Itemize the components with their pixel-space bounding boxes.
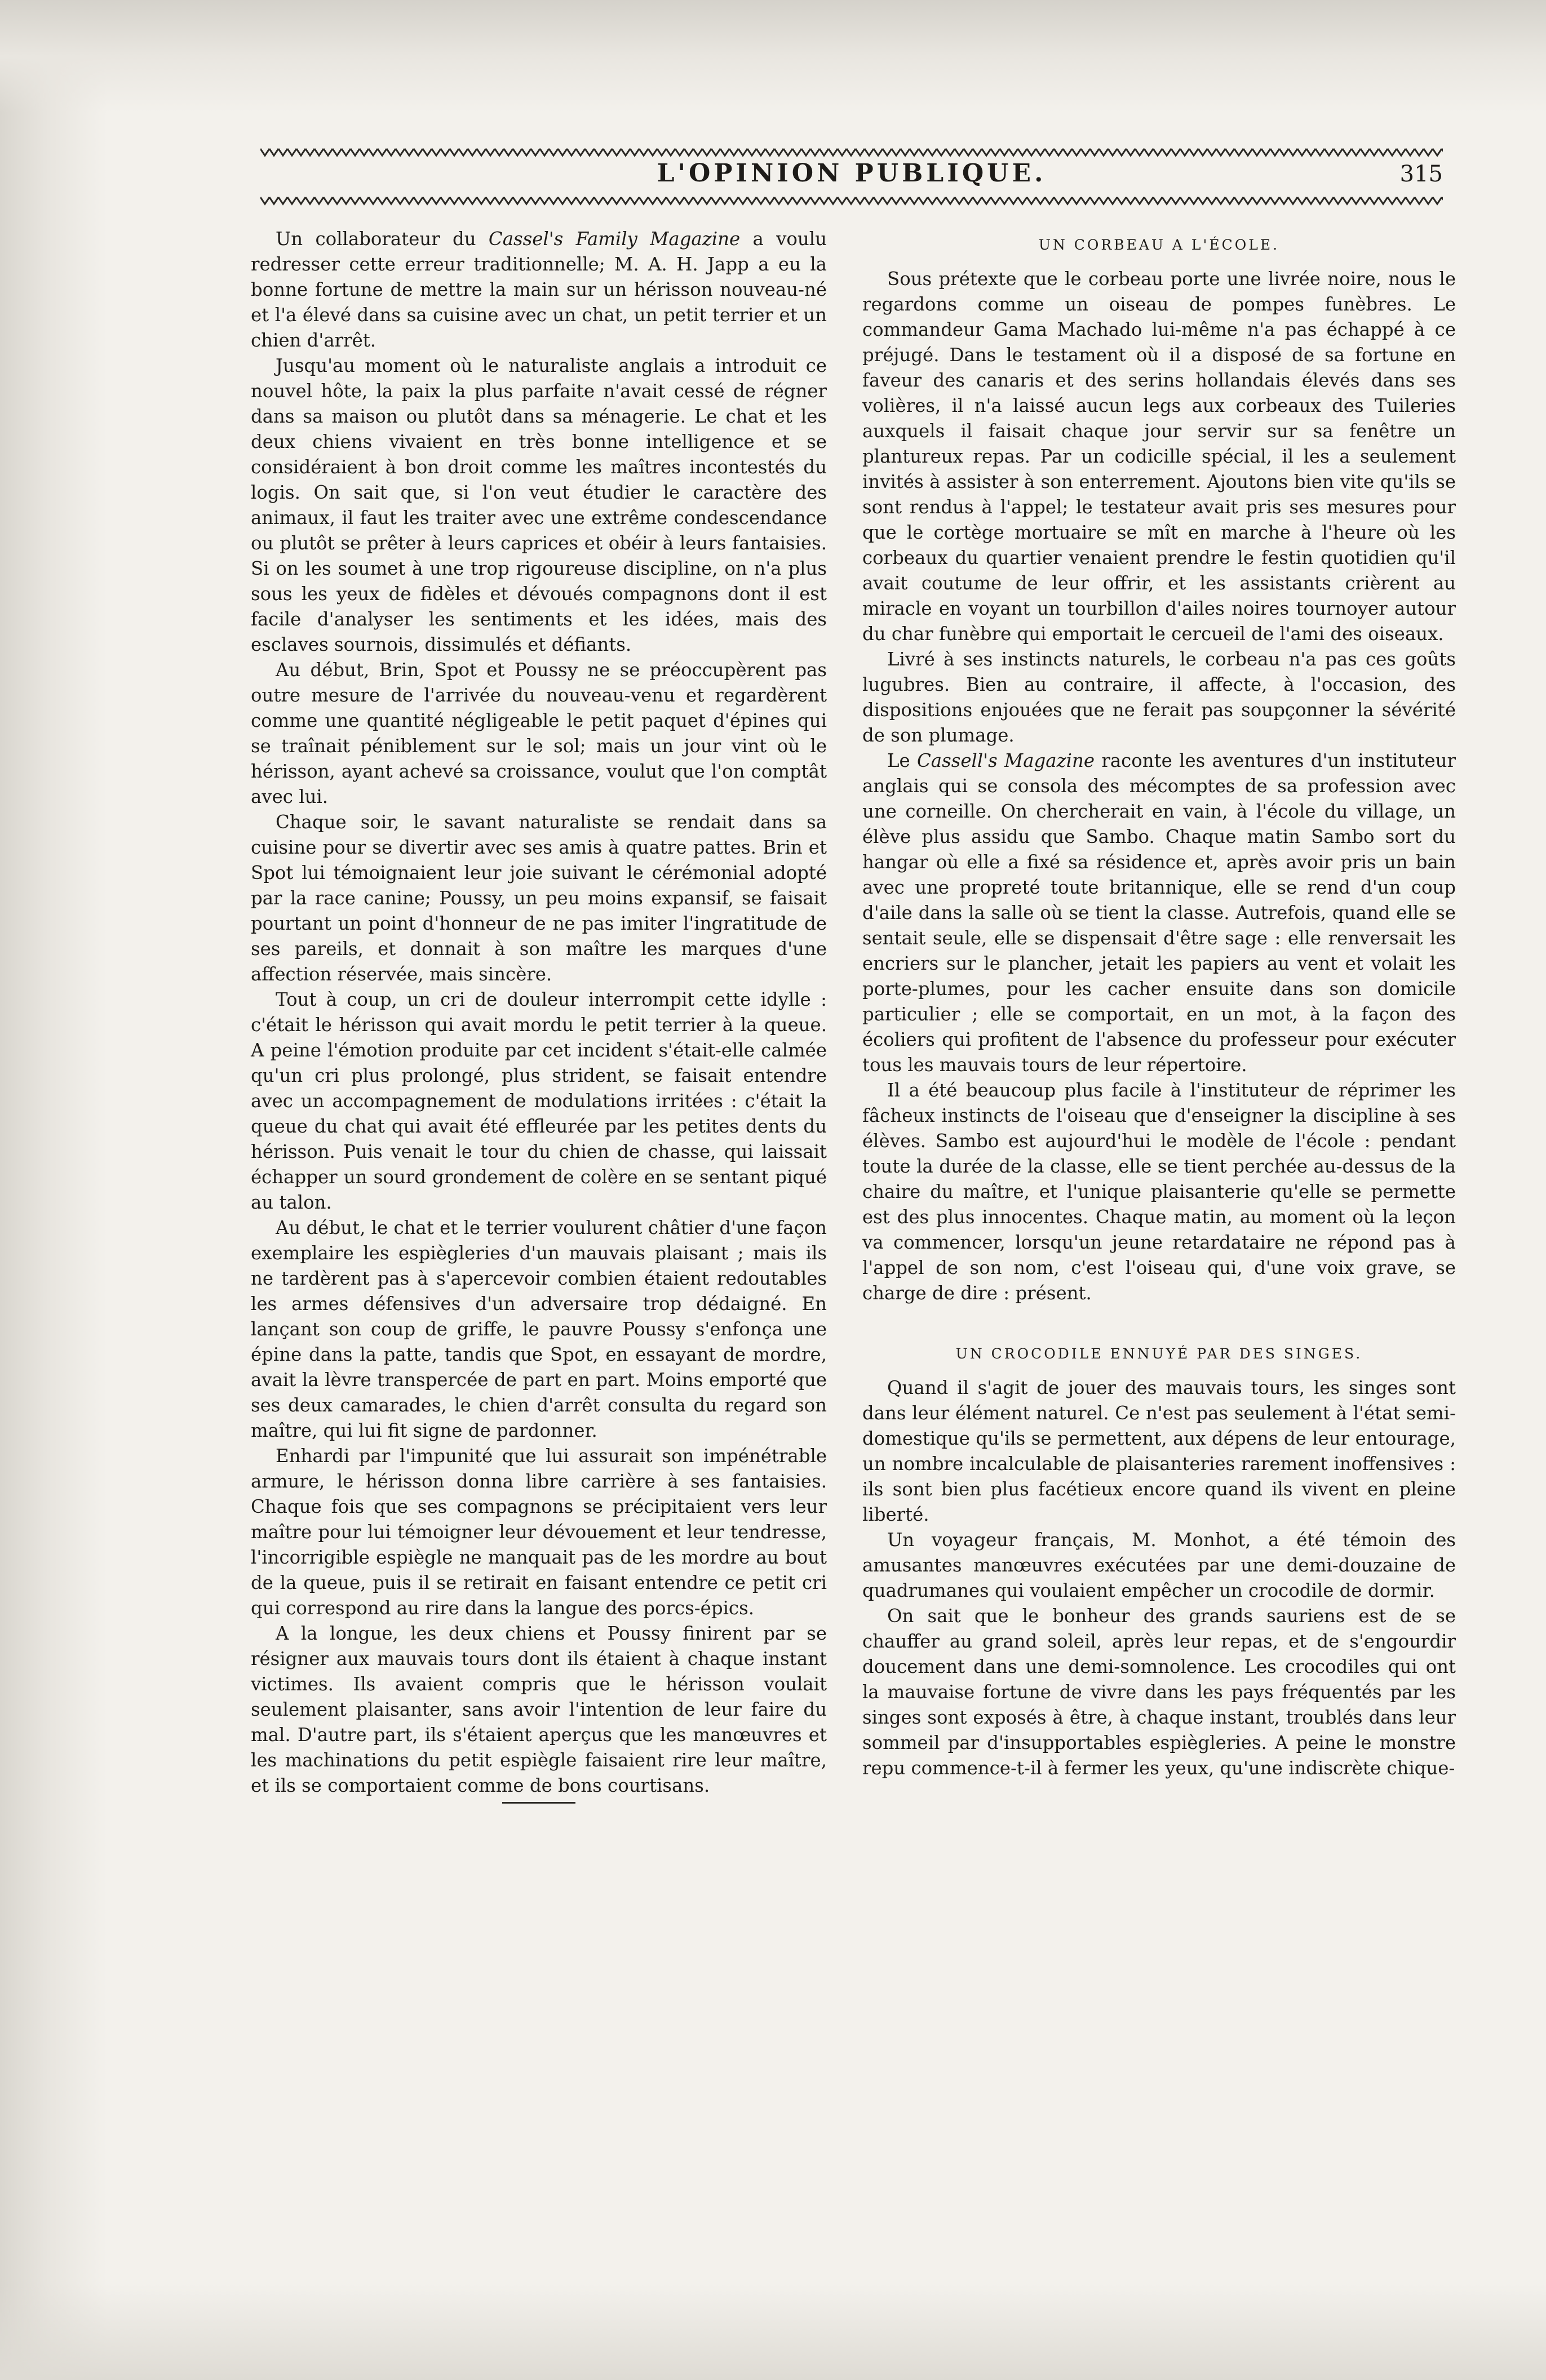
end-of-article-rule bbox=[502, 1802, 575, 1804]
section-heading-corbeau: UN CORBEAU A L'ÉCOLE. bbox=[1038, 237, 1280, 253]
magazine-title: Cassell's Magazine bbox=[917, 750, 1095, 771]
paragraph: On sait que le bonheur des grands sauriens est de se chauffer au grand soleil, après leur repas, et de s'engourdir doucement dans une demi-somnolence. Les crocodiles qui ont la mauvaise fortune de vivre dans les pays fréquentés par les singes sont exposés à être, à chaque instant, troublés dans leur sommeil par d'insupportables espiègleries. A peine le monstre repu commence-t-il à fermer les yeux, qu'une indiscrète chique- bbox=[862, 1605, 1456, 1779]
paragraph: Au début, Brin, Spot et Poussy ne se préoccupèrent pas outre mesure de l'arrivée du nouveau-venu et regardèrent comme une quantité négligeable le petit paquet d'épines qui se traînait péniblement sur le sol; mais un jour vint où le hérisson, ayant achevé sa croissance, voulut que l'on comptât avec lui. bbox=[251, 659, 827, 807]
paragraph: Un voyageur français, M. Monhot, a été témoin des amusantes manœuvres exécutées par une demi-douzaine de quadrumanes qui voulaient empêcher un crocodile de dormir. bbox=[862, 1529, 1456, 1601]
paragraph: Sous prétexte que le corbeau porte une livrée noire, nous le regardons comme un oiseau de pompes funèbres. Le commandeur Gama Machado lui-même n'a pas échappé à ce préjugé. Dans le testament où il a disposé de sa fortune en faveur des canaris et des serins hollandais élevés dans ses volières, il n'a laissé aucun legs aux corbeaux des Tuileries auxquels il faisait chaque jour servir sur sa fenêtre un plantureux repas. Par un codicille spécial, il les a seulement invités à assister à son enterrement. Ajoutons bien vite qu'ils se sont rendus à l'appel; le testateur avait pris ses mesures pour que le cortège mortuaire se mît en marche à l'heure où les corbeaux du quartier venaient prendre le festin quotidien qu'il avait coutume de leur offrir, et les assistants crièrent au miracle en voyant un tourbillon d'ailes noires tournoyer autour du char funèbre qui emportait le cercueil de l'ami des oiseaux. bbox=[862, 268, 1456, 645]
paragraph: Il a été beaucoup plus facile à l'instituteur de réprimer les fâcheux instincts de l'oiseau que d'enseigner la discipline à ses élèves. Sambo est aujourd'hui le modèle de l'école : pendant toute la durée de la classe, elle se tient perchée au-dessus de la chaire du maître, et l'unique plaisanterie qu'elle se permette est des plus innocentes. Chaque matin, au moment où la leçon va commencer, lorsqu'un jeune retardataire ne répond pas à l'appel de son nom, c'est l'oiseau qui, d'une voix grave, se charge de dire : présent. bbox=[862, 1080, 1456, 1304]
page-number: 315 bbox=[1399, 161, 1443, 187]
magazine-title: Cassel's Family Magazine bbox=[488, 228, 741, 250]
paragraph: Livré à ses instincts naturels, le corbeau n'a pas ces goûts lugubres. Bien au contraire, il affecte, à l'occasion, des dispositions enjouées que ne ferait pas soupçonner la sévérité de son plumage. bbox=[862, 649, 1456, 746]
paragraph: Quand il s'agit de jouer des mauvais tours, les singes sont dans leur élément naturel. Ce n'est pas seulement à l'état semi-domestique qu'ils se permettent, aux dépens de leur entourage, un nombre incalculable de plaisanteries rarement inoffensives : ils sont bien plus facétieux encore quand ils vivent en pleine liberté. bbox=[862, 1377, 1456, 1525]
paragraph: Le Cassell's Magazine raconte les aventures d'un instituteur anglais qui se consola des mécomptes de sa profession avec une corneille. On chercherait en vain, à l'école du village, un élève plus assidu que Sambo. Chaque matin Sambo sort du hangar où elle a fixé sa résidence et, après avoir pris un bain avec une propreté toute britannique, elle se rend d'un coup d'aile dans la salle où se tient la classe. Autrefois, quand elle se sentait seule, elle se dispensait d'être sage : elle renversait les encriers sur le plancher, jetait les papiers au vent et volait les porte-plumes, pour les cacher ensuite dans son domicile particulier ; elle se comportait, en un mot, à la façon des écoliers qui profitent de l'absence du professeur pour exécuter tous les mauvais tours de leur répertoire. bbox=[862, 750, 1456, 1076]
paragraph: Un collaborateur du Cassel's Family Magazine a voulu redresser cette erreur traditionnelle; M. A. H. Japp a eu la bonne fortune de mettre la main sur un hérisson nouveau-né et l'a élevé dans sa cuisine avec un chat, un petit terrier et un chien d'arrêt. bbox=[251, 228, 827, 351]
page-header bbox=[260, 159, 1443, 193]
paragraph: Enhardi par l'impunité que lui assurait son impénétrable armure, le hérisson donna libre carrière à ses fantaisies. Chaque fois que ses compagnons se précipitaient vers leur maître pour lui témoigner leur dévouement et leur tendresse, l'incorrigible espiègle ne manquait pas de les mordre au bout de la queue, puis il se retirait en faisant entendre ce petit cri qui correspond au rire dans la langue des porcs-épics. bbox=[251, 1445, 827, 1619]
paragraph: Chaque soir, le savant naturaliste se rendait dans sa cuisine pour se divertir avec ses amis à quatre pattes. Brin et Spot lui témoignaient leur joie suivant le cérémonial adopté par la race canine; Poussy, un peu moins expansif, se faisait pourtant un point d'honneur de ne pas imiter l'ingratitude de ses pareils, et donnait à son maître les marques d'une affection réservée, mais sincère. bbox=[251, 811, 827, 985]
wavy-rule-top bbox=[260, 144, 1443, 160]
paragraph: Au début, le chat et le terrier voulurent châtier d'une façon exemplaire les espiègleries d'un mauvais plaisant ; mais ils ne tardèrent pas à s'apercevoir combien étaient redoutables les armes défensives d'un adversaire trop dédaigné. En lançant son coup de griffe, le pauvre Poussy s'enfonça une épine dans la patte, tandis que Spot, en essayant de mordre, avait la lèvre transpercée de part en part. Moins emporté que ses deux camarades, le chien d'arrêt consulta du regard son maître, qui lui fit signe de pardonner. bbox=[251, 1217, 827, 1441]
paragraph: A la longue, les deux chiens et Poussy finirent par se résigner aux mauvais tours dont ils étaient à chaque instant victimes. Ils avaient compris que le hérisson voulait seulement plaisanter, sans avoir l'intention de leur faire du mal. D'autre part, ils s'étaient aperçus que les manœuvres et les machinations du petit espiègle faisaient rire leur maître, et ils se comportaient comme de bons courtisans. bbox=[251, 1623, 827, 1796]
right-column bbox=[862, 227, 1456, 1781]
left-column bbox=[251, 227, 827, 1804]
section-heading-crocodile: UN CROCODILE ENNUYÉ PAR DES SINGES. bbox=[955, 1346, 1363, 1362]
paragraph: Tout à coup, un cri de douleur interrompit cette idylle : c'était le hérisson qui avait mordu le petit terrier à la queue. A peine l'émotion produite par cet incident s'était-elle calmée qu'un cri plus prolongé, plus strident, se faisait entendre avec un accompagnement de modulations irritées : c'était la queue du chat qui avait été effleurée par les petites dents du hérisson. Puis venait le tour du chien de chasse, qui laissait échapper un sourd grondement de colère en se sentant piqué au talon. bbox=[251, 989, 827, 1213]
publication-title: L'OPINION PUBLIQUE. bbox=[657, 159, 1047, 188]
paragraph: Jusqu'au moment où le naturaliste anglais a introduit ce nouvel hôte, la paix la plus parfaite n'avait cessé de régner dans sa maison ou plutôt dans sa ménagerie. Le chat et les deux chiens vivaient en très bonne intelligence et se considéraient à bon droit comme les maîtres incontestés du logis. On sait que, si l'on veut étudier le caractère des animaux, il faut les traiter avec une extrême condescendance ou plutôt se prêter à leurs caprices et obéir à leurs fantaisies. Si on les soumet à une trop rigoureuse discipline, on n'a plus sous les yeux de fidèles et dévoués compagnons dont il est facile d'analyser les sentiments et les idées, mais des esclaves sournois, dissimulés et défiants. bbox=[251, 355, 827, 655]
scan-shadow-top bbox=[0, 0, 1546, 113]
scan-shadow-left bbox=[0, 0, 107, 2380]
header-ornament-bottom bbox=[260, 193, 1443, 208]
header-ornament-top bbox=[260, 144, 1443, 160]
scan-shadow-bottom bbox=[0, 2284, 1546, 2380]
wavy-rule-bottom bbox=[260, 193, 1443, 208]
